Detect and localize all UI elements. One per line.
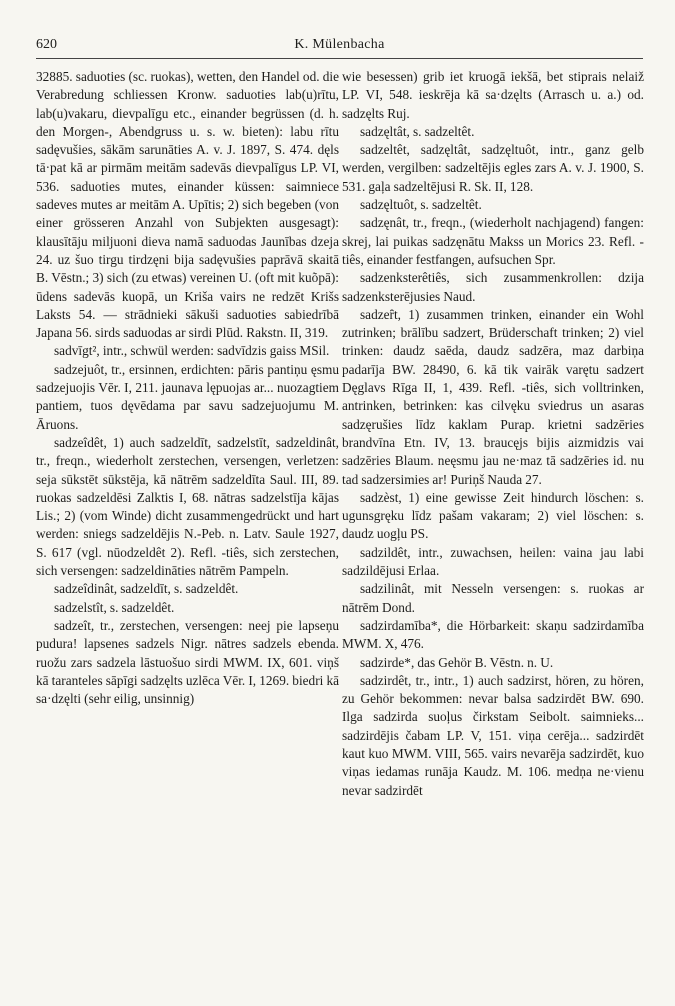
- entry-sadvigt: sadvīgt², intr., schwül werden: sadvīdzis gaiss MSil.: [54, 343, 330, 359]
- entry-sadzert: sadzeȓt, 1) zusammen trinken, einander ein Wohl zutrinken; brālību sadzert, Brüderschaft trinken; 2) viel trinken: daudz saēda, daudz sadzēra, maz darbiņa padarīja BW. 28490, 6. kā tik vairāk varętu sadzert Dęglavs Rīga II, 1, 439. Refl. -tiês, sich volltrinken, antrinken, betrinken: kas cilvęku sviedrus un asaras sadzęrušies līdz kaklam Purap. krietni sadzēries brandvīna Etn. IV, 13. braucęjs bijis aizmidzis vai sadzēries Blaum. neęsmu jau ne·maz tā sadzēries id. nu tad sadzersimies ar! Puriņš Nauda 27.: [342, 306, 644, 487]
- entry-sadzeldinat: sadzeîdinât, sadzeldīt, s. sadzeldêt.: [54, 581, 239, 597]
- entry-sadzirdamiba: sadzirdamība*, die Hörbarkeit: skaņu sadzirdamība MWM. X, 476.: [342, 617, 644, 652]
- entry-sadzilinat: sadzilinât, mit Nesseln versengen: s. ruokas ar nātrēm Dond.: [342, 581, 644, 615]
- entry-continuation: wie besessen) grib iet kruogā iekšā, bet stiprais nelaiž LP. VI, 548. ieskrēja kā sa·dzęlts (Arrasch u. a.) od. sadzęlts Ruj.: [342, 69, 644, 121]
- page-number: 620: [36, 37, 57, 52]
- page-header: [36, 36, 643, 59]
- entry-sadzeltuot: sadzęltuôt, s. sadzeltêt.: [360, 197, 482, 213]
- entry-sadzeltat: sadzęltât, s. sadzeltêt.: [360, 123, 475, 139]
- entry-sadzeltet: sadzeltêt, sadzęltât, sadzęltuôt, intr., ganz gelb werden, vergilben: sadzeltējis egles zars A. v. J. 1900, S. 531. gaļa sadzeltējusi R. Sk. II, 128.: [342, 142, 644, 194]
- entry-sadzirdet: sadzirdêt, tr., intr., 1) auch sadzirst, hören, zu hören, zu Gehör bekommen: nevar balsa sadzirdēt BW. 690. Ilga sadzirda suoļus čirkstam Seibolt. saimnieks... sadzirdējis čabam LP. V, 151. viņa cerēja... sadzirdēt kaut kuo MWM. VIII, 565. vairs nevarēja sadzirdēt, kuo viņas iedamas runāja Kaudz. M. 106. medņa ne·vienu nevar sadzirdēt: [342, 672, 644, 798]
- left-column: [36, 68, 339, 708]
- entry-sadzenat: sadzęnât, tr., freqn., (wiederholt nachjagend) fangen: skrej, lai puikas sadzęnātu Makss un Morics 23. Refl. -tiês, einander festfangen, aufsuchen Spr.: [342, 215, 644, 267]
- entry-sadzenksteraties: sadzenksterêtiês, sich zusammenkrollen: dzija sadzenksterējusies Naud.: [342, 270, 644, 304]
- right-column: [342, 68, 644, 800]
- entry-sadzelstit: sadzelstît, s. sadzeldêt.: [54, 599, 175, 615]
- entry-sadzeldet: sadzeîdêt, 1) auch sadzeldīt, sadzelstīt, sadzeldinât, tr., freqn., wiederholt zerstechen, versengen, verletzen: seja sūkstēt sūkstēja, kā nātrēm sadzeldīta Saul. III, 89. ruokas sadzeldēsi Zalktis I, 68. nātras sadzelstīja kājas Lis.; 2) (vom Winde) dicht zusammengedrückt und hart werden: sniegs sadzeldējis N.-Peb. n. Latv. Saule 1927, S. 617 (vgl. nūodzeldêt 2). Refl. -tiês, sich zerstechen, sich versengen: sadzeldināties nātrēm Pampeln.: [36, 434, 339, 579]
- running-head: K. Mülenbacha: [294, 37, 385, 52]
- entry-sadzest: sadzèst, 1) eine gewisse Zeit hindurch löschen: s. ugunsgręku līdz pašam vakaram; 2) viel löschen: s. daudz uogļu PS.: [342, 489, 644, 542]
- entry-saduoties: 32885. saduoties (sc. ruokas), wetten, den Handel od. die Verabredung schliessen Kronw. saduoties lab(u)rītu, lab(u)vakaru, dievpalīgu etc., einander begrüssen (d. h. den Morgen-, Abendgruss u. s. w. bieten): labu rītu sadęvušies, sākām sarunāties A. v. J. 1897, S. 474. dęls tā·pat kā ar pirmām meitām sadevās dievpalīgus LP. VI, 536. saduoties mutes, einander küssen: saimniece sadeves mutes ar meitām A. Upītis; 2) sich begeben (von einer grösseren Anzahl von Subjekten ausgesagt): klausītāju miljuoni dieva namā saduodas Jaunības dzeja 24. uz šuo tirgu tirdzęni bija sadęvušies paprāvā skaitā B. Vēstn.; 3) sich (zu etwas) vereinen U. (oft mit kuõpā): ūdens sadevās kuopā, un Kriša vairs ne redzēt Krišs Laksts 54. — strādnieki sākuši saduoties sabiedrībā Japana 56. sirds saduodas ar sirdi Plūd. Rakstn. II, 319.: [36, 69, 339, 341]
- entry-sadzejuot: sadzejuôt, tr., ersinnen, erdichten: pāris pantiņu ęsmu sadzejuojis Vēr. I, 211. jaunava lępuojas ar... nuozagtiem pantiem, tuos dęvēdama par savu sadzejuojumu M. Āruons.: [36, 361, 339, 432]
- entry-sadzirde: sadzirde*, das Gehör B. Vēstn. n. U.: [360, 654, 554, 670]
- entry-sadzildet: sadzildêt, intr., zuwachsen, heilen: vaina jau labi sadzildējusi Erlaa.: [342, 544, 644, 579]
- entry-sadzelt: sadzeît, tr., zerstechen, versengen: neej pie lapseņu pudura! lapsenes sadzels Nigr. nātres sadzels ebenda. ruožu zars sadzela lāstuošuo sirdi MWM. IX, 601. viņš kā taranteles sāpīgi sadzęlts uzlēca Vēr. I, 1269. biedri kā sa·dzęlti (sehr eilig, unsinnig): [36, 617, 339, 707]
